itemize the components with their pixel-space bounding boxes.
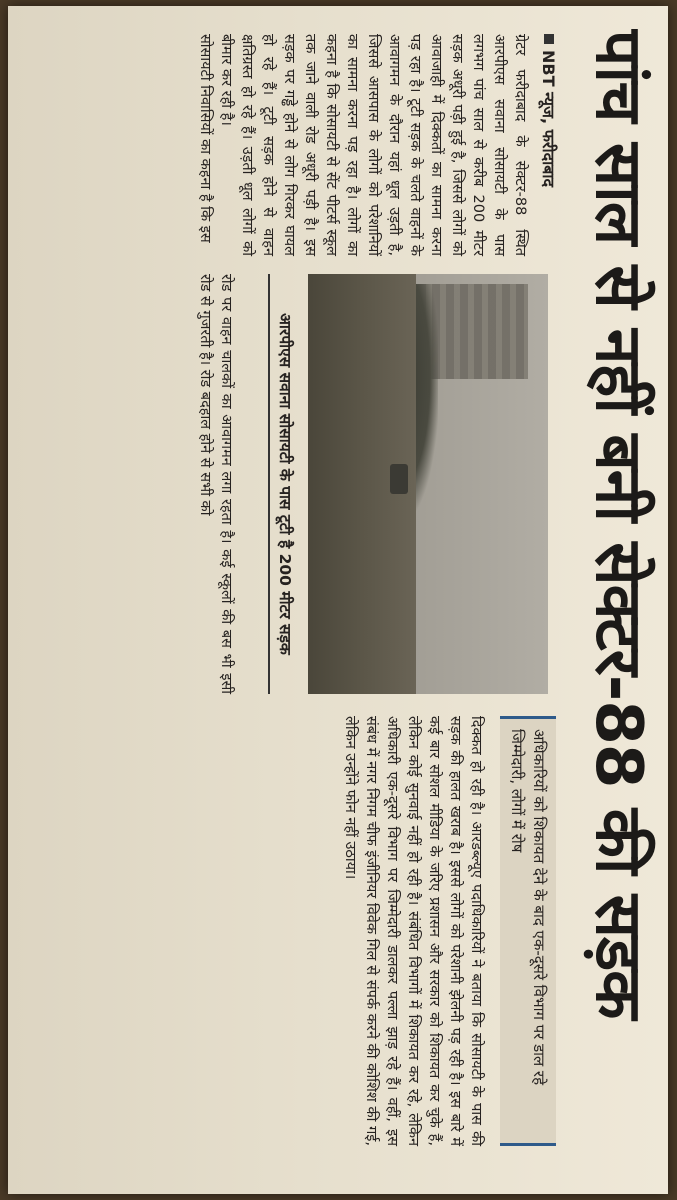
- article-column-1: [194, 34, 530, 256]
- article-column-2: [194, 274, 236, 694]
- photo-vehicle: [390, 464, 408, 494]
- column1-tail: सोसायटी निवासियों का कहना है कि इस: [197, 34, 213, 243]
- column2-text: रोड पर वाहन चालकों का आवागमन लगा रहता है। कई स्कूलों की बस भी इसी रोड से गुजरती है। रोड बदहाल होने से सभी को: [197, 274, 234, 694]
- article-column-3: [339, 716, 556, 1146]
- column1-text: ग्रेटर फरीदाबाद के सेक्टर-88 स्थित आरपीएस सवाना सोसायटी के पास लगभग पांच साल से करीब 200 मीटर सड़क अधूरी पड़ी हुई है, जिससे लोगों को आवाजाही में दिक्कतों का सामना करना पड़ रहा है। टूटी सड़क के चलते वाहनों के आवागमन के दौरान यहां धूल उड़ती है, जिससे आसपास के लोगों को परेशानियों का सामना करना पड़ रहा है। लोगों का कहना है कि सोसायटी से सेंट पीटर्स स्कूल तक जाने वाली रोड अधूरी पड़ी है। इस सड़क पर गड्ढे होने से लोग गिरकर घायल हो रहे हैं। टूटी सड़क होने से वाहन क्षतिग्रस्त हो रहे हैं। उड़ती धूल लोगों को बीमार कर रही है।: [218, 34, 528, 256]
- newspaper-clipping: [8, 6, 668, 1194]
- rotated-page: [8, 6, 668, 1194]
- byline: [538, 34, 560, 187]
- headline: पांच साल से नहीं बनी सेक्टर-88 की सड़क: [581, 30, 655, 1019]
- photo-caption: आरपीएस सवाना सोसायटी के पास टूटी है 200 मीटर सड़क: [268, 274, 296, 694]
- column3-text: दिक्कत हो रही है। आरडब्ल्यूए पदाधिकारियों ने बताया कि सोसायटी के पास की सड़क की हालत खराब है। इससे लोगों को परेशानी झेलनी पड़ रही है। इस बारे में कई बार सोशल मीडिया के जरिए प्रशासन और सरकार को शिकायत कर चुके हैं, लेकिन कोई सुनवाई नहीं हो रही है। संबंधित विभागों में शिकायत कर रहे, लेकिन अधिकारी एक-दूसरे विभाग पर जिम्मेदारी डालकर पल्ला झाड़ रहे हैं। वहीं, इस संबंध में नगर निगम चीफ इंजीनियर विवेक गिल से संपर्क करने की कोशिश की गई, लेकिन उन्होंने फोन नहीं उठाया।: [342, 716, 484, 1146]
- road-photo: [308, 274, 548, 694]
- square-bullet-icon: [544, 34, 554, 44]
- byline-text: NBT न्यूज, फरीदाबाद: [539, 50, 558, 188]
- deck-box: अधिकारियों को शिकायत देने के बाद एक-दूसरे विभाग पर डाल रहे जिम्मेदारी, लोगों में रोष: [500, 716, 556, 1146]
